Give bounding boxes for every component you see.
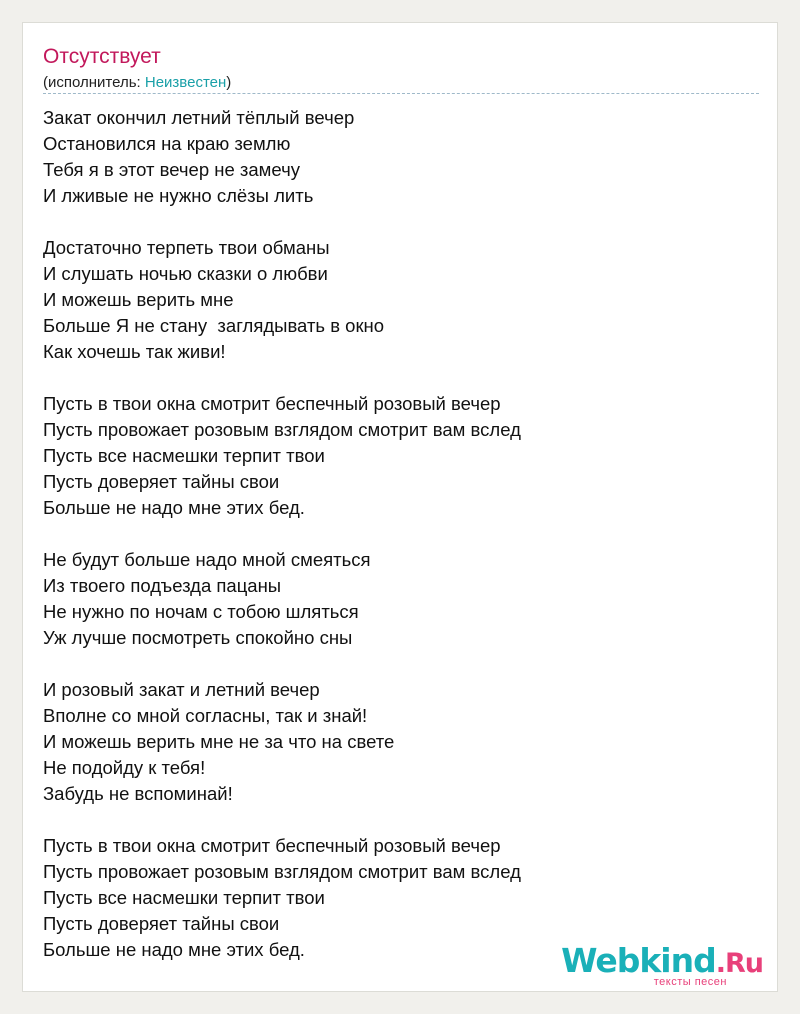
lyric-line: Не нужно по ночам с тобою шляться [43, 601, 359, 622]
lyric-line: Не подойду к тебя! [43, 757, 206, 778]
lyric-line: Вполне со мной согласны, так и знай! [43, 705, 368, 726]
lyric-line: И можешь верить мне не за что на свете [43, 731, 395, 752]
lyric-line: Тебя я в этот вечер не замечу [43, 159, 300, 180]
divider [43, 93, 759, 94]
artist-link[interactable]: Неизвестен [144, 74, 227, 91]
lyric-line: Пусть все насмешки терпит твои [43, 445, 325, 466]
lyric-line: Пусть провожает розовым взглядом смотрит вам вслед [43, 419, 521, 440]
stanza-gap [43, 209, 759, 235]
lyric-line: И розовый закат и летний вечер [43, 679, 320, 700]
lyric-line: И лживые не нужно слёзы лить [43, 185, 314, 206]
artist-line [43, 73, 231, 93]
lyric-line: Забудь не вспоминай! [43, 783, 233, 804]
lyric-line: Пусть доверяет тайны свои [43, 913, 280, 934]
lyric-line: Пусть в твои окна смотрит беспечный розовый вечер [43, 393, 501, 414]
stanza-gap [43, 807, 759, 833]
lyric-line: И слушать ночью сказки о любви [43, 263, 328, 284]
lyric-line: Больше не надо мне этих бед. [43, 497, 305, 518]
lyric-line: Уж лучше посмотреть спокойно сны [43, 627, 353, 648]
artist-prefix: (исполнитель: [43, 74, 145, 91]
lyric-line: Остановился на краю землю [43, 133, 291, 154]
stanza-gap [43, 521, 759, 547]
lyric-line: Достаточно терпеть твои обманы [43, 237, 330, 258]
lyric-line: Как хочешь так живи! [43, 341, 226, 362]
logo-main-text: Webkind [561, 941, 716, 980]
stanza-gap [43, 651, 759, 677]
lyric-line: Пусть доверяет тайны свои [43, 471, 280, 492]
song-title: Отсутствует [43, 45, 161, 68]
lyric-line: Из твоего подъезда пацаны [43, 575, 282, 596]
lyrics-text [43, 105, 759, 963]
logo-tld: .Ru [715, 948, 763, 979]
lyric-line: Больше не надо мне этих бед. [43, 939, 305, 960]
lyric-line: Закат окончил летний тёплый вечер [43, 107, 355, 128]
lyric-line: Пусть все насмешки терпит твои [43, 887, 325, 908]
lyric-line: Пусть провожает розовым взглядом смотрит вам вслед [43, 861, 521, 882]
lyric-line: Пусть в твои окна смотрит беспечный розовый вечер [43, 835, 501, 856]
stanza-gap [43, 365, 759, 391]
site-logo[interactable] [561, 941, 771, 991]
lyric-line: Больше Я не стану заглядывать в окно [43, 315, 385, 336]
lyrics-page [22, 22, 778, 992]
artist-suffix: ) [226, 74, 232, 91]
logo-tagline: тексты песен [653, 976, 727, 988]
lyric-line: И можешь верить мне [43, 289, 234, 310]
lyric-line: Не будут больше надо мной смеяться [43, 549, 371, 570]
